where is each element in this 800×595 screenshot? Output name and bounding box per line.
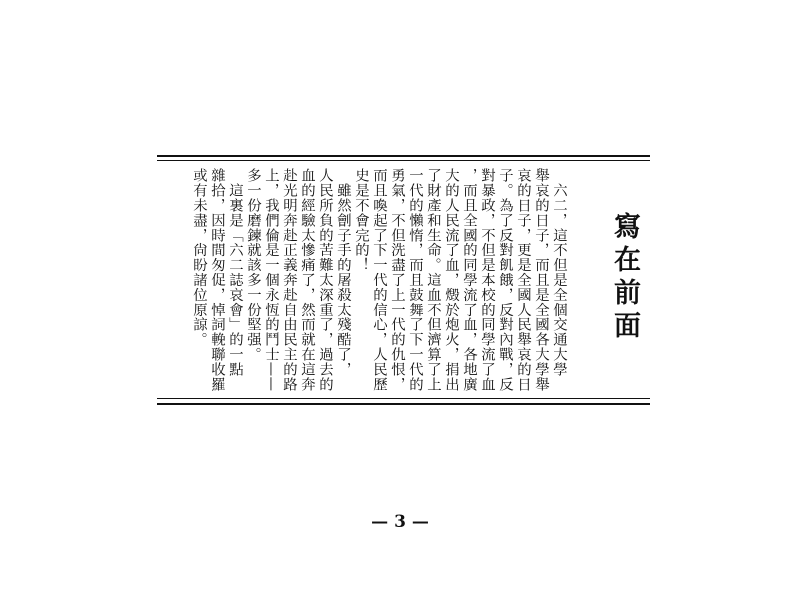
text-column: 舉哀的日子，而且是全國各大學舉	[533, 168, 549, 392]
text-column: 六二，這不但是全個交通大學	[551, 168, 567, 377]
text-column: 這裏是「六二誌哀會」的一點	[227, 168, 243, 377]
article-body	[170, 168, 640, 390]
text-column: 哀的日子，更是全國人民舉哀的日	[515, 168, 531, 392]
text-column: 上，我們倫是一個永恆的鬥士——	[263, 168, 279, 392]
top-rule-thick	[157, 155, 650, 157]
text-column: ，而且全國的同學流了血，各地廣	[461, 168, 477, 392]
text-column: 或有未盡，尙盼諸位原諒。	[191, 168, 207, 347]
text-column: 人民所負的苦難太深重了，過去的	[317, 168, 333, 392]
text-column: 多一份磨鍊就該多一份堅强。	[245, 168, 261, 362]
bottom-rule-thick	[157, 403, 650, 405]
text-column: 雖然劊子手的屠殺太殘酷了，	[335, 168, 351, 377]
text-column: 對暴政，不但是本校的同學流了血	[479, 168, 495, 392]
text-column: 雜拾，因時間匆促，悼詞輓聯收羅	[209, 168, 225, 392]
page-number: — 3 —	[371, 512, 429, 532]
text-column: 大的人民流了血，燬於炮火，捐出	[443, 168, 459, 392]
text-column: 一代的懶惰，而且鼓舞了下一代的	[407, 168, 423, 392]
text-column: 了財產和生命。這血不但濟算了上	[425, 168, 441, 392]
bottom-rule-thin	[157, 398, 650, 399]
text-column: 赴光明奔赴正義奔赴自由民主的路	[281, 168, 297, 392]
text-column: 子。為了反對飢餓，反對內戰，反	[497, 168, 513, 392]
top-rule-thin	[157, 160, 650, 161]
article-title: 寫在前面	[609, 212, 640, 344]
text-column: 勇氣，不但洗盡了上一代的仇恨，	[389, 168, 405, 392]
text-column: 史是不會完的！	[353, 168, 369, 273]
text-column: 而且喚起了下一代的信心，人民歷	[371, 168, 387, 392]
text-column: 血的經驗太慘痛了，然而就在這奔	[299, 168, 315, 392]
